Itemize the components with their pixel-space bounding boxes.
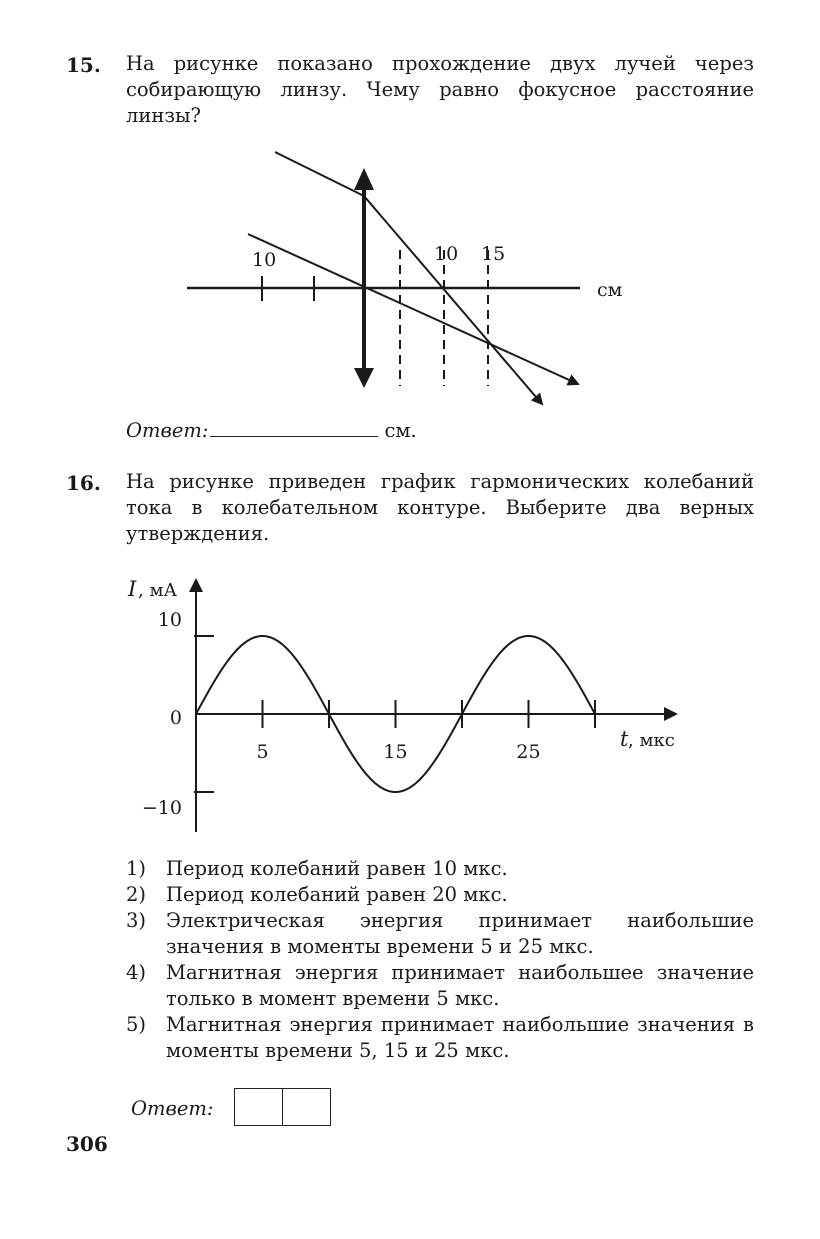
options-list — [126, 856, 754, 1064]
y-tick-label: −10 — [141, 797, 182, 819]
option-number: 5) — [126, 1013, 147, 1036]
label-left-10: 10 — [252, 249, 277, 271]
option-number: 3) — [126, 909, 147, 932]
x-axis-label-var: t — [620, 727, 629, 751]
option-2[interactable] — [126, 882, 754, 908]
lens-arrow-bottom — [354, 368, 374, 388]
answer-15-field[interactable] — [210, 418, 378, 437]
y-tick-label: 0 — [169, 707, 182, 729]
lens-arrow-top — [354, 168, 374, 190]
y-axis-label-unit: , мА — [138, 580, 178, 601]
option-text: Магнитная энергия принимает наибольшие значения в моменты времени 5, 15 и 25 мкс. — [166, 1013, 754, 1062]
answer-16 — [131, 1097, 213, 1120]
problem-16-number: 16. — [66, 471, 101, 495]
problem-15-text: На рисунке показано прохождение двух лучей через собирающую линзу. Чему равно фокусное расстояние линзы? — [126, 52, 754, 127]
option-1[interactable] — [126, 856, 754, 882]
answer-15-label: Ответ: — [126, 419, 209, 442]
ray-2 — [248, 234, 578, 384]
answer-16-boxes — [234, 1088, 331, 1126]
x-axis-label-unit: , мкс — [628, 730, 675, 751]
option-text: Магнитная энергия принимает наибольшее значение только в момент времени 5 мкс. — [166, 961, 754, 1010]
option-text: Период колебаний равен 10 мкс. — [166, 857, 508, 880]
option-5[interactable] — [126, 1012, 754, 1064]
option-4[interactable] — [126, 960, 754, 1012]
option-number: 2) — [126, 883, 147, 906]
answer-15 — [126, 418, 417, 442]
problem-16-text: На рисунке приведен график гармонических колебаний тока в колебательном контуре. Выберите два верных утверждения. — [126, 470, 754, 545]
answer-box-1[interactable] — [235, 1089, 282, 1125]
label-10: 10 — [434, 243, 459, 265]
ray-1-incident — [275, 152, 364, 196]
x-tick-label-25: 25 — [516, 741, 541, 763]
answer-15-unit: см. — [384, 419, 417, 442]
label-unit-cm: см — [597, 279, 623, 301]
option-text: Период колебаний равен 20 мкс. — [166, 883, 508, 906]
answer-16-label: Ответ: — [131, 1097, 214, 1120]
current-chart — [0, 560, 820, 860]
ray-1-refracted — [364, 196, 542, 404]
option-3[interactable] — [126, 908, 754, 960]
lens-diagram — [0, 0, 820, 440]
y-axis-label-var: I — [128, 577, 137, 601]
option-text: Электрическая энергия принимает наибольшие значения в моменты времени 5 и 25 мкс. — [166, 909, 754, 958]
option-number: 4) — [126, 961, 147, 984]
x-tick-label-15: 15 — [383, 741, 408, 763]
option-number: 1) — [126, 857, 147, 880]
answer-box-2[interactable] — [282, 1089, 330, 1125]
page-number: 306 — [66, 1132, 108, 1156]
label-15: 15 — [481, 243, 506, 265]
problem-15-number: 15. — [66, 53, 101, 77]
y-tick-label: 10 — [157, 609, 182, 631]
x-tick-label-5: 5 — [256, 741, 269, 763]
